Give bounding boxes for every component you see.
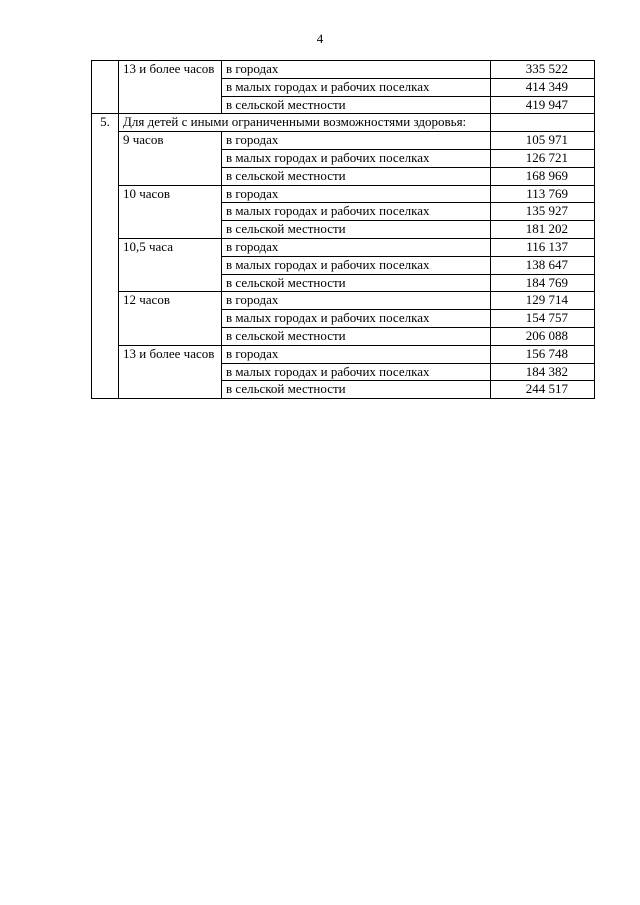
section-title: Для детей с иными ограниченными возможностями здоровья:	[119, 114, 491, 132]
section-number: 5.	[92, 114, 119, 399]
location-cell: в городах	[222, 292, 491, 310]
location-cell: в городах	[222, 238, 491, 256]
location-cell: в городах	[222, 185, 491, 203]
table-row	[92, 345, 595, 363]
location-cell: в малых городах и рабочих поселках	[222, 363, 491, 381]
table-row	[92, 132, 595, 150]
table-row	[92, 238, 595, 256]
value-cell: 126 721	[491, 149, 595, 167]
table-row	[92, 61, 595, 79]
value-cell: 138 647	[491, 256, 595, 274]
value-cell: 116 137	[491, 238, 595, 256]
value-cell: 129 714	[491, 292, 595, 310]
location-cell: в малых городах и рабочих поселках	[222, 78, 491, 96]
value-cell: 113 769	[491, 185, 595, 203]
value-cell: 335 522	[491, 61, 595, 79]
tariff-table	[91, 60, 595, 399]
location-cell: в сельской местности	[222, 96, 491, 114]
value-cell-empty	[491, 114, 595, 132]
location-cell: в малых городах и рабочих поселках	[222, 149, 491, 167]
hours-cell: 10,5 часа	[119, 238, 222, 291]
value-cell: 419 947	[491, 96, 595, 114]
value-cell: 154 757	[491, 310, 595, 328]
value-cell: 184 769	[491, 274, 595, 292]
location-cell: в малых городах и рабочих поселках	[222, 256, 491, 274]
page-number: 4	[316, 31, 324, 46]
hours-cell: 13 и более часов	[119, 345, 222, 398]
value-cell: 156 748	[491, 345, 595, 363]
hours-cell: 12 часов	[119, 292, 222, 345]
row-number-cell	[92, 61, 119, 114]
location-cell: в сельской местности	[222, 381, 491, 399]
location-cell: в малых городах и рабочих поселках	[222, 203, 491, 221]
value-cell: 206 088	[491, 327, 595, 345]
table-row	[92, 185, 595, 203]
location-cell: в сельской местности	[222, 221, 491, 239]
location-cell: в городах	[222, 345, 491, 363]
value-cell: 135 927	[491, 203, 595, 221]
value-cell: 168 969	[491, 167, 595, 185]
value-cell: 184 382	[491, 363, 595, 381]
hours-cell: 13 и более часов	[119, 61, 222, 114]
location-cell: в городах	[222, 132, 491, 150]
location-cell: в сельской местности	[222, 167, 491, 185]
hours-cell: 9 часов	[119, 132, 222, 185]
value-cell: 181 202	[491, 221, 595, 239]
location-cell: в малых городах и рабочих поселках	[222, 310, 491, 328]
value-cell: 105 971	[491, 132, 595, 150]
location-cell: в городах	[222, 61, 491, 79]
location-cell: в сельской местности	[222, 327, 491, 345]
table-row	[92, 292, 595, 310]
location-cell: в сельской местности	[222, 274, 491, 292]
section-header-row	[92, 114, 595, 132]
value-cell: 244 517	[491, 381, 595, 399]
hours-cell: 10 часов	[119, 185, 222, 238]
value-cell: 414 349	[491, 78, 595, 96]
